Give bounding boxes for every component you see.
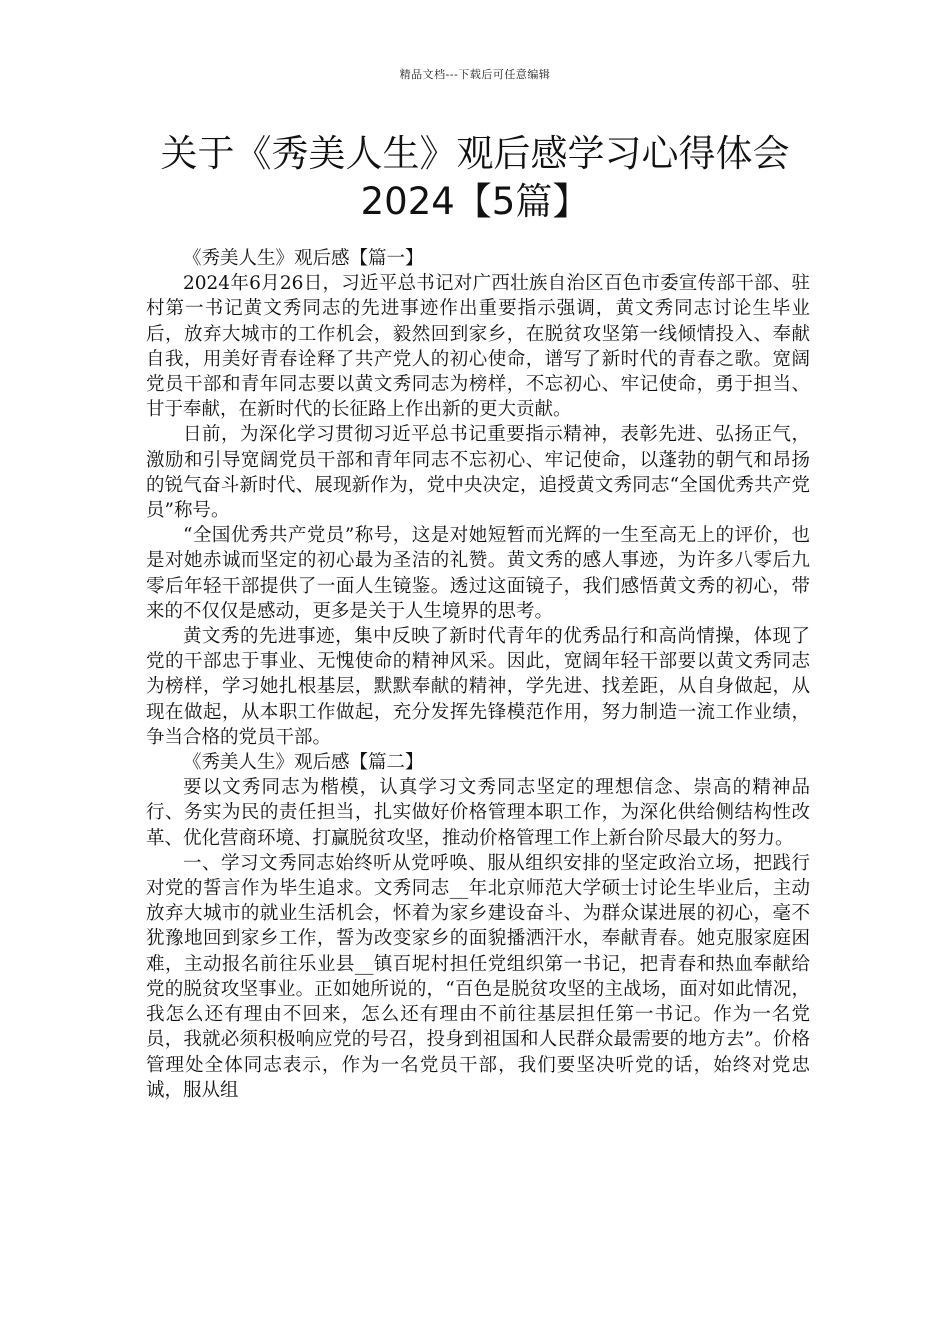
section-heading-1: 《秀美人生》观后感【篇一】	[183, 248, 424, 269]
document-title-line-1: 关于《秀美人生》观后感学习心得体会	[160, 132, 790, 175]
paragraph: 2024年6月26日，习近平总书记对广西壮族自治区百色市委宣传部干部、驻村第一书记黄文秀同志的先进事迹作出重要指示强调，黄文秀同志讨论生毕业后，放弃大城市的工作机会，毅然回到家乡，在脱贫攻坚第一线倾情投入、奉献自我，用美好青春诠释了共产党人的初心使命，谱写了新时代的青春之歌。宽阔党员干部和青年同志要以黄文秀同志为榜样，不忘初心、牢记使命，勇于担当、甘于奉献，在新时代的长征路上作出新的更大贡献。	[146, 273, 810, 421]
paragraph: 黄文秀的先进事迹，集中反映了新时代青年的优秀品行和高尚情操，体现了党的干部忠于事业、无愧使命的精神风采。因此，宽阔年轻干部要以黄文秀同志为榜样，学习她扎根基层，默默奉献的精神，学先进、找差距，从自身做起，从现在做起，从本职工作做起，充分发挥先锋模范作用，努力制造一流工作业绩，争当合格的党员干部。	[146, 626, 810, 748]
running-header: 精品文档---下载后可任意编辑	[399, 68, 551, 81]
section-heading-2: 《秀美人生》观后感【篇二】	[183, 752, 424, 774]
document-title-line-2: 2024【5篇】	[360, 180, 590, 223]
document-body	[146, 246, 810, 1221]
paragraph: 一、学习文秀同志始终听从党呼唤、服从组织安排的坚定政治立场，把践行对党的誓言作为毕生追求。文秀同志__年北京师范大学硕士讨论生毕业后，主动放弃大城市的就业生活机会，怀着为家乡建设奋斗、为群众谋进展的初心，毫不犹豫地回到家乡工作，誓为改变家乡的面貌播洒汗水，奉献青春。她克服家庭困难，主动报名前往乐业县__镇百坭村担任党组织第一书记，把青春和热血奉献给党的脱贫攻坚事业。正如她所说的，“百色是脱贫攻坚的主战场，面对如此情况，我怎么还有理由不回来，怎么还有理由不前往基层担任第一书记。作为一名党员，我就必须积极响应党的号召，投身到祖国和人民群众最需要的地方去”。价格管理处全体同志表示，作为一名党员干部，我们要坚决听党的话，始终对党忠诚，服从组	[146, 852, 810, 1101]
document-title	[95, 130, 855, 226]
paragraph: “全国优秀共产党员”称号，这是对她短暂而光辉的一生至高无上的评价，也是对她赤诚而坚定的初心最为圣洁的礼赞。黄文秀的感人事迹，为许多八零后九零后年轻干部提供了一面人生镜鉴。透过这面镜子，我们感悟黄文秀的初心，带来的不仅仅是感动，更多是关于人生境界的思考。	[146, 525, 810, 622]
paragraph: 日前，为深化学习贯彻习近平总书记重要指示精神，表彰先进、弘扬正气，激励和引导宽阔党员干部和青年同志不忘初心、牢记使命，以蓬勃的朝气和昂扬的锐气奋斗新时代、展现新作为，党中央决定，追授黄文秀同志“全国优秀共产党员”称号。	[146, 424, 810, 522]
paragraph: 要以文秀同志为楷模，认真学习文秀同志坚定的理想信念、崇高的精神品行、务实为民的责任担当，扎实做好价格管理本职工作，为深化供给侧结构性改革、优化营商环境、打赢脱贫攻坚，推动价格管理工作上新台阶尽最大的努力。	[146, 777, 810, 849]
